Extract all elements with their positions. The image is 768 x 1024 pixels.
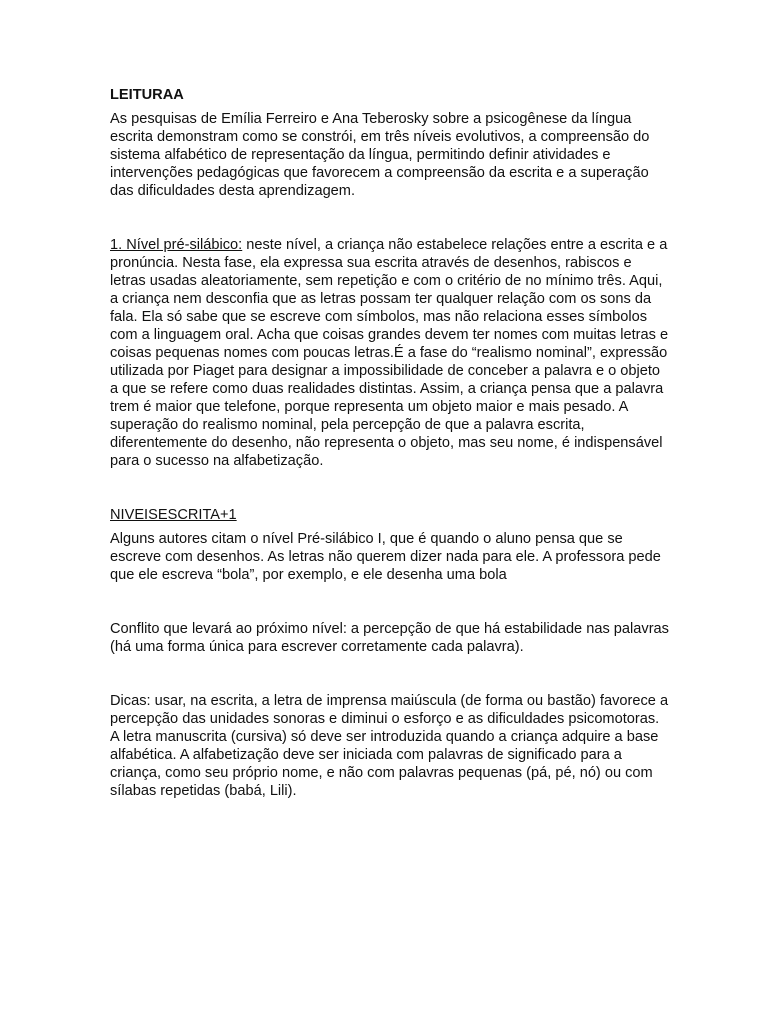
section2-paragraph-1: Alguns autores citam o nível Pré-silábico I, que é quando o aluno pensa que se escreve com desenhos. As letras não querem dizer nada para ele. A professora pede que ele escreva “bola”, por exemplo, e ele desenha uma bola [110,531,661,583]
level1-paragraph [110,236,670,470]
section2-paragraph-3: Dicas: usar, na escrita, a letra de imprensa maiúscula (de forma ou bastão) favorece a percepção das unidades sonoras e diminui o esforço e as dificuldades psicomotoras. A letra manuscrita (cursiva) só deve ser introduzida quando a criança adquire a base alfabética. A alfabetização deve ser iniciada com palavras de significado para a criança, como seu próprio nome, e não com palavras pequenas (pá, pé, nó) ou com sílabas repetidas (babá, Lili). [110,693,669,799]
section2-paragraph-2: Conflito que levará ao próximo nível: a percepção de que há estabilidade nas palavras (há uma forma única para escrever corretamente cada palavra). [110,621,669,655]
spacer [110,584,670,620]
spacer [110,656,670,692]
document-title: LEITURAA [110,87,184,103]
intro-paragraph: As pesquisas de Emília Ferreiro e Ana Teberosky sobre a psicogênese da língua escrita demonstram como se constrói, em três níveis evolutivos, a compreensão do sistema alfabético de representação da língua, permitindo definir atividades e intervenções pedagógicas que favorecem a compreensão da escrita e a superação das dificuldades desta aprendizagem. [110,111,650,199]
level1-heading: 1. Nível pré-silábico: [110,237,243,253]
document-body [110,86,670,800]
section2-heading: NIVEISESCRITA+1 [110,507,237,523]
level1-text: neste nível, a criança não estabelece relações entre a escrita e a pronúncia. Nesta fase, ela expressa sua escrita através de desenhos, rabiscos e letras usadas aleatoriamente, sem repetição e com o critério de no mínimo três. Aqui, a criança nem desconfia que as letras possam ter qualquer relação com os sons da fala. Ela só sabe que se escreve com símbolos, mas não relaciona esses símbolos com a linguagem oral. Acha que coisas grandes devem ter nomes com muitas letras e coisas pequenas nomes com poucas letras.É a fase do “realismo nominal”, expressão utilizada por Piaget para designar a impossibilidade de conceber a palavra e o objeto a que se refere como duas realidades distintas. Assim, a criança pensa que a palavra trem é maior que telefone, porque representa um objeto maior e mais pesado. A superação do realismo nominal, pela percepção de que a palavra escrita, diferentemente do desenho, não representa o objeto, mas seu nome, é indispensável para o sucesso na alfabetização. [110,237,669,469]
spacer [110,200,670,236]
spacer [110,470,670,506]
